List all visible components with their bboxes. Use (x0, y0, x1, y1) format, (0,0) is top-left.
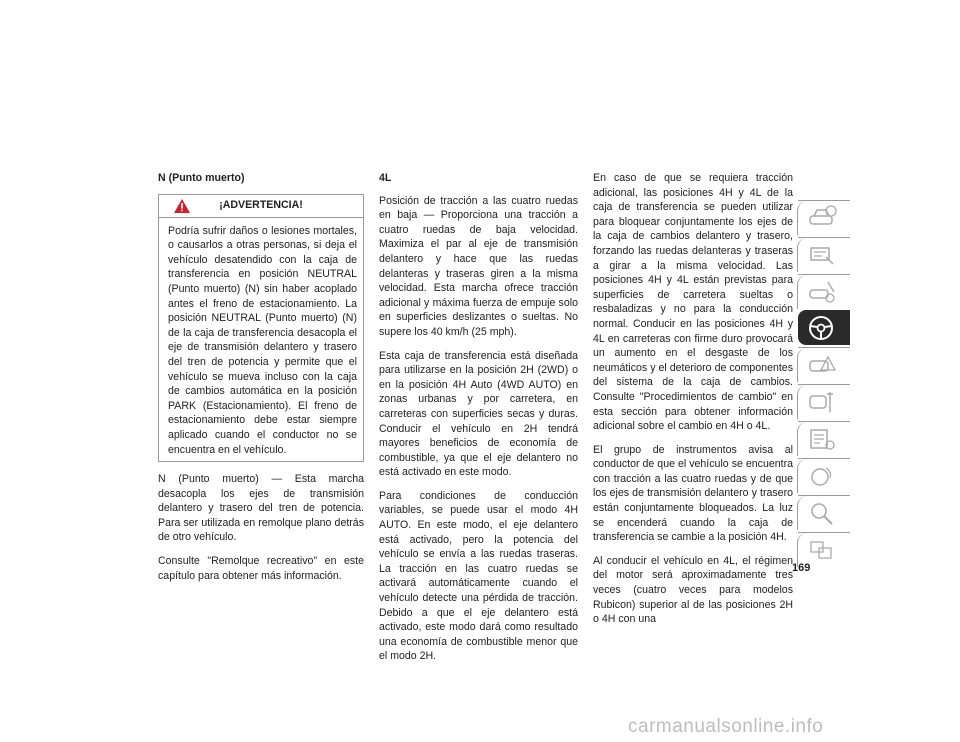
tab-safety[interactable] (798, 274, 850, 309)
service-icon (806, 388, 838, 416)
paragraph: N (Punto muerto) — Esta marcha desacopla los ejes de transmisión delantero y trasero del tren de potencia. Para ser utilizada en remolque plano detrás de otro vehículo. (158, 473, 364, 544)
languages-icon (806, 536, 838, 564)
tab-emergency[interactable] (798, 347, 850, 382)
left-column (158, 171, 364, 592)
warning-triangle-icon (173, 198, 191, 214)
warning-header (159, 195, 363, 218)
warning-title: ¡ADVERTENCIA! (219, 199, 303, 212)
tab-search-index[interactable] (798, 495, 850, 530)
paragraph: Para condiciones de conducción variables, se puede usar el modo 4H AUTO. En este modo, el eje delantero está activado, pero la potencia del vehículo se envía a las ruedas traseras. La tracción en las cuatro ruedas se activará automáticamente cuando el vehículo detecte una pérdida de tracción. Debido a que el eje delantero está activado, este modo dará como resultado una economía de combustible menor que el modo 2H. (379, 489, 578, 663)
section-heading-neutral: N (Punto muerto) (158, 172, 245, 184)
dashboard-lights-icon (806, 241, 838, 269)
tab-service[interactable] (798, 384, 850, 419)
specifications-icon (806, 425, 838, 453)
paragraph: Posición de tracción a las cuatro ruedas en baja — Proporciona una tracción a cuatro ruedas de baja velocidad. Maximiza el par al eje de transmisión delantero y hace que las ruedas delanteras y traseras giren a la misma velocidad. Esta marcha ofrece tracción adicional y máxima fuerza de empuje solo en superficies deslizantes o sueltas. No supere los 40 km/h (25 mph). (379, 194, 578, 338)
tab-dashboard-lights[interactable] (798, 237, 850, 272)
section-heading-4l: 4L (379, 172, 392, 184)
tab-starting-driving[interactable] (798, 310, 850, 345)
safety-icon (806, 278, 838, 306)
search-index-icon (806, 499, 838, 527)
car-info-icon (806, 204, 838, 232)
paragraph: Consulte "Remolque recreativo" en este capítulo para obtener más información. (158, 555, 364, 582)
warning-box (158, 194, 364, 463)
steering-wheel-icon (806, 313, 838, 343)
right-column (593, 171, 793, 636)
paragraph: El grupo de instrumentos avisa al conductor de que el vehículo se encuentra con tracción a las cuatro ruedas y de que los ejes de transmisión delantero y trasero están conjuntamente bloqueados. La luz se encenderá cuando la caja de transferencia se cambie a la posición 4H. (593, 443, 793, 544)
paragraph: Esta caja de transferencia está diseñada para utilizarse en la posición 2H (2WD) o en la posición 4H Auto (4WD AUTO) en zonas urbanas y por carretera, en carreteras con superficies secas y duras. Conducir el vehículo en 2H tendrá mayores beneficios de economía de combustible, ya que el eje delantero no está activado en este modo. (379, 349, 578, 479)
chapter-tabs (798, 200, 850, 569)
page-number: 169 (792, 562, 811, 574)
middle-column (379, 171, 578, 673)
warning-body (159, 218, 363, 462)
paragraph: En caso de que se requiera tracción adicional, las posiciones 4H y 4L de la caja de transferencia se pueden utilizar para bloquear conjuntamente los ejes de la caja de cambios delantero y trasero, forzando las ruedas delanteras y traseras a girar a la misma velocidad. Las posiciones 4H y 4L están previstas para superficies de carretera sueltas o resbaladizas y no para la conducción normal. Conducir en las posiciones 4H y 4L en carreteras con firme duro provocará un aumento en el desgaste de los neumáticos y el deterioro de componentes del sistema de la caja de cambios. Consulte "Procedimientos de cambio" en esta sección para obtener información adicional sobre el cambio en 4H o 4L. (593, 172, 793, 433)
multimedia-icon (806, 462, 838, 490)
paragraph: Al conducir el vehículo en 4L, el régimen del motor será aproximadamente tres veces (cuatro veces para modelos Rubicon) superior al de las posiciones 2H o 4H con una (593, 554, 793, 626)
tab-specifications[interactable] (798, 421, 850, 456)
tab-multimedia[interactable] (798, 458, 850, 493)
warning-text: Podría sufrir daños o lesiones mortales, o causarlos a otras personas, si deja el vehículo desatendido con la caja de transferencia en posición NEUTRAL (Punto muerto) (N) sin haber acoplado antes el freno de estacionamiento. La posición NEUTRAL (Punto muerto) (N) de la caja de transferencia desacopla el eje de transmisión delantero y trasero del tren de potencia y permite que el vehículo se mueva incluso con la caja de cambios automática en la posición PARK (Estacionamiento). El freno de estacionamiento debe estar siempre aplicado cuando el conductor no se encuentra en el vehículo. (168, 224, 357, 456)
watermark: carmanualsonline.info (628, 716, 824, 737)
tab-car-info[interactable] (798, 200, 850, 235)
emergency-icon (806, 351, 838, 379)
